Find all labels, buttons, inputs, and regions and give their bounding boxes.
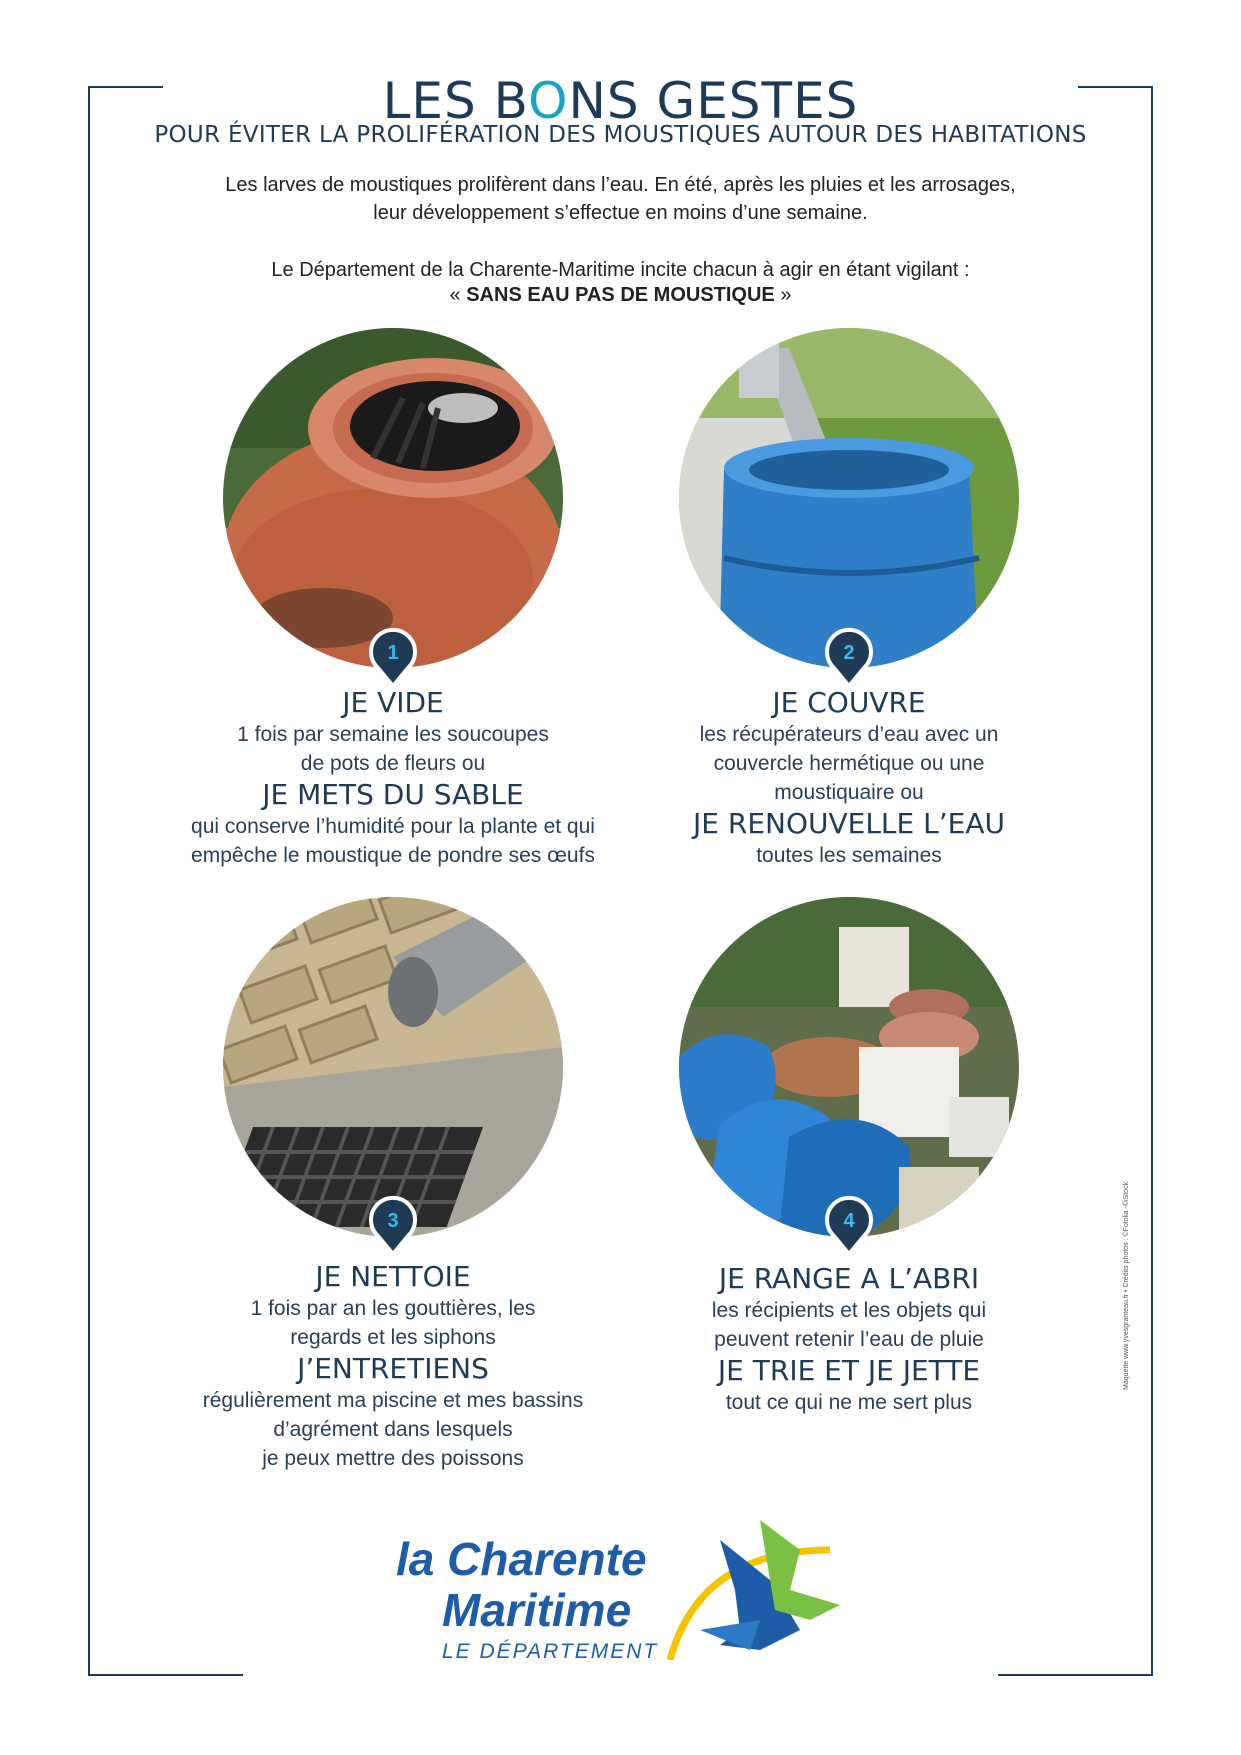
page-title: LES BONS GESTES <box>382 72 859 130</box>
page-subtitle: POUR ÉVITER LA PROLIFÉRATION DES MOUSTIQUES AUTOUR DES HABITATIONS <box>154 122 1087 148</box>
step-1-text-2-line-2: empêche le moustique de pondre ses œufs <box>191 844 595 867</box>
step-1-heading-2: JE METS DU SABLE <box>262 778 524 811</box>
svg-text:1: 1 <box>387 642 399 664</box>
step-2-text-1-line-3: moustiquaire ou <box>774 781 924 804</box>
number-pin-2 <box>824 626 874 688</box>
svg-text:2: 2 <box>843 642 855 664</box>
number-pin-3 <box>368 1194 418 1256</box>
step-3 <box>173 1260 613 1473</box>
step-4-text-1-line-2: peuvent retenir l’eau de pluie <box>714 1328 984 1351</box>
step-2-text-1-line-2: couvercle hermétique ou une <box>713 752 985 775</box>
svg-text:4: 4 <box>843 1210 855 1232</box>
frame-left <box>88 86 90 1676</box>
step-1-text-1-line-2: de pots de fleurs ou <box>300 752 486 775</box>
step-2 <box>629 686 1069 870</box>
step-3-text-1-line-1: 1 fois par an les gouttières, les <box>250 1297 536 1320</box>
step-3-heading-1: JE NETTOIE <box>315 1260 471 1293</box>
logo-line-1: la Charente <box>396 1533 647 1585</box>
step-4 <box>629 1262 1069 1417</box>
step-1 <box>173 686 613 870</box>
step-4-heading-1: JE RANGE A L’ABRI <box>718 1262 980 1295</box>
frame-bottom-left <box>88 1674 243 1676</box>
step-4-heading-2: JE TRIE ET JE JETTE <box>717 1354 981 1387</box>
step-1-heading-1: JE VIDE <box>342 686 444 719</box>
logo-line-3: LE DÉPARTEMENT <box>442 1640 659 1663</box>
intro-line-2: leur développement s’effectue en moins d’une semaine. <box>373 202 868 224</box>
step-2-heading-2: JE RENOUVELLE L’EAU <box>693 807 1005 840</box>
number-pin-4 <box>824 1194 874 1256</box>
step-3-text-2-line-1: régulièrement ma piscine et mes bassins <box>202 1389 584 1412</box>
step-3-heading-2: J’ENTRETIENS <box>297 1352 489 1385</box>
svg-text:3: 3 <box>387 1210 399 1232</box>
photo-terracotta-pot <box>223 328 563 668</box>
photo-credits: Maquette www.yvesgranteau.fr • Crédits photos : ©Fotolia -©iStock <box>1123 1181 1130 1390</box>
slogan: « SANS EAU PAS DE MOUSTIQUE » <box>449 284 792 306</box>
photo-blue-barrel <box>679 328 1019 668</box>
number-pin-1 <box>368 626 418 688</box>
step-2-text-1-line-1: les récupérateurs d’eau avec un <box>699 723 999 746</box>
step-4-text-1-line-1: les récipients et les objets qui <box>711 1299 987 1322</box>
photo-garbage-bags-pots <box>679 897 1019 1237</box>
frame-bottom-right <box>998 1674 1153 1676</box>
step-3-text-2-line-2: d’agrément dans lesquels <box>273 1418 513 1441</box>
logo-line-2: Maritime <box>442 1584 632 1636</box>
step-1-text-1-line-1: 1 fois par semaine les soucoupes <box>237 723 549 746</box>
intro-line-1: Les larves de moustiques prolifèrent dans l’eau. En été, après les pluies et les arrosages, <box>225 174 1016 196</box>
intro-line-3: Le Département de la Charente-Maritime incite chacun à agir en étant vigilant : <box>271 259 970 281</box>
step-4-text-2-line-1: tout ce qui ne me sert plus <box>725 1391 973 1414</box>
step-3-text-2-line-3: je peux mettre des poissons <box>262 1447 524 1470</box>
step-2-text-2-line-1: toutes les semaines <box>756 844 942 867</box>
bird-logo-icon <box>660 1510 850 1660</box>
photo-gutter-drain <box>223 897 563 1237</box>
step-2-heading-1: JE COUVRE <box>772 686 926 719</box>
step-1-text-2-line-1: qui conserve l’humidité pour la plante et qui <box>191 815 595 838</box>
step-3-text-1-line-2: regards et les siphons <box>290 1326 496 1349</box>
frame-right <box>1151 86 1153 1676</box>
